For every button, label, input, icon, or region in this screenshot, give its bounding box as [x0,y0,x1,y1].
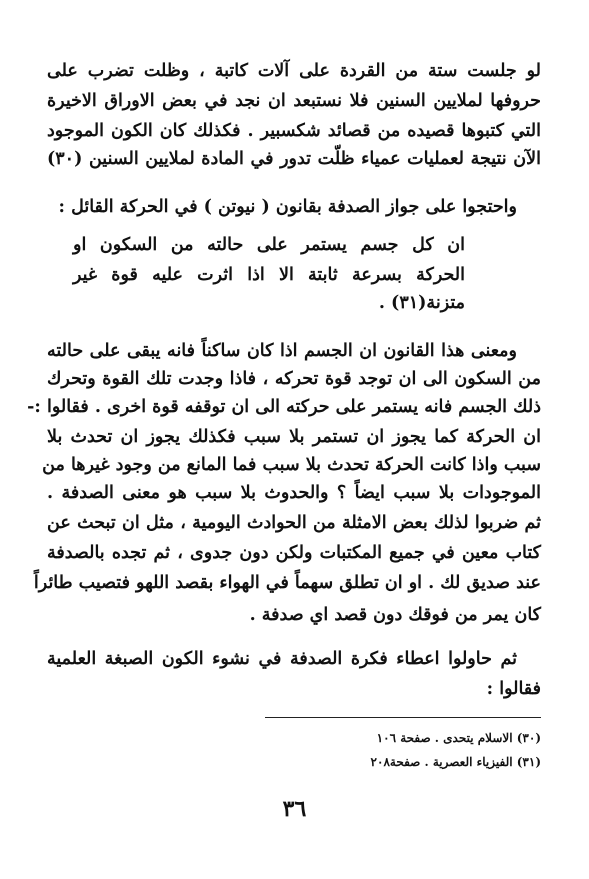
page-number: ٣٦ [282,796,307,822]
footnote-divider [265,717,541,718]
text-line: ومعنى هذا القانون ان الجسم اذا كان ساكناً فانه يبقى على حالته [47,341,517,361]
text-line: التي كتبوها قصيده من قصائد شكسبير . فكذلك كان الكون الموجود [47,121,541,141]
text-line: عند صديق لك . او ان تطلق سهماً في الهواء بقصد اللهو فتصيب طائراً [33,573,541,593]
text-line: الموجودات بلا سبب ايضاً ؟ والحدوث بلا سبب هو معنى الصدفة . [47,483,541,503]
footnote: (٣٠) الاسلام يتحدى . صفحة ١٠٦ [376,731,541,745]
text-line: واحتجوا على جواز الصدفة بقانون ( نيوتن ) في الحركة القائل : [58,197,517,217]
footnote: (٣١) الفيزياء العصرية . صفحة٢٠٨ [370,755,541,769]
quote-line: الحركة بسرعة ثابتة الا اذا اثرت عليه قوة غير [73,265,465,285]
text-line: ثم حاولوا اعطاء فكرة الصدفة في نشوء الكون الصبغة العلمية [47,649,517,669]
quote-line: ان كل جسم يستمر على حالته من السكون او [73,235,465,255]
text-line: من السكون الى ان توجد قوة تحركه ، فاذا وجدت تلك القوة وتحرك [47,369,541,389]
text-line: ذلك الجسم فانه يستمر على حركته الى ان توقفه قوة اخرى . فقالوا :- [27,397,541,417]
text-line: ثم ضربوا لذلك بعض الامثلة من الحوادث اليومية ، مثل ان تبحث عن [47,513,541,533]
text-line: سبب واذا كانت الحركة تحدث بلا سبب فما المانع من وجود غيرها من [42,455,541,475]
text-line: فقالوا : [486,679,541,699]
text-line: لو جلست ستة من القردة على آلات كاتبة ، وظلت تضرب على [47,61,541,81]
text-line: كتاب معين في جميع المكتبات ولكن دون جدوى ، ثم تجده بالصدفة [47,543,541,563]
text-line: الآن نتيجة لعمليات عمياء ظلّت تدور في المادة لملايين السنين (٣٠) [47,149,541,169]
text-line: ان الحركة كما يجوز ان تستمر بلا سبب فكذلك يجوز ان تحدث بلا [47,427,541,447]
text-line: كان يمر من فوقك دون قصد اي صدفة . [249,605,541,625]
text-line: حروفها لملايين السنين فلا نستبعد ان نجد في بعض الاوراق الاخيرة [47,91,541,111]
quote-line: متزنة(٣١) . [378,293,465,313]
